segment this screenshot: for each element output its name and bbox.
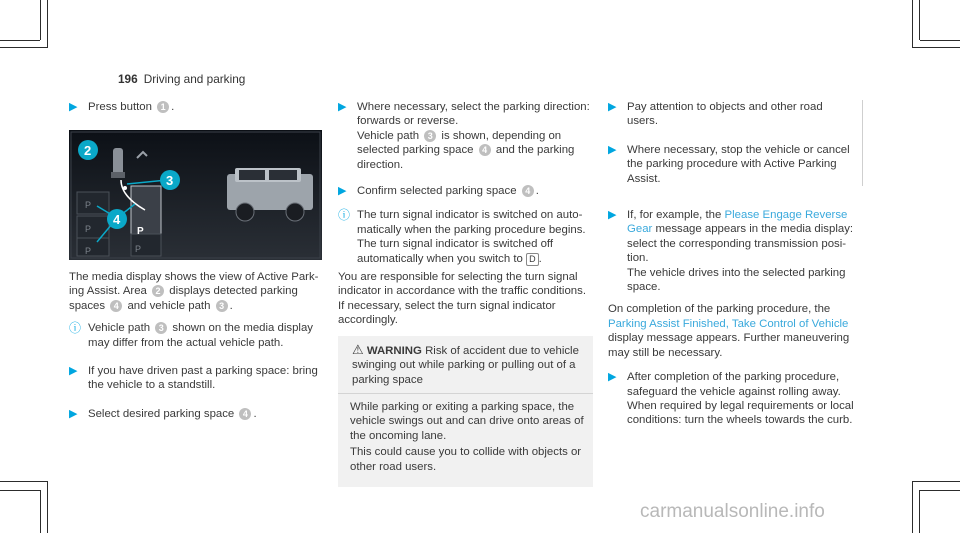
- step-arrow-icon: ▶: [338, 101, 347, 113]
- warning-box: ⚠ WARNING Risk of accident due to vehicle swinging out while parking or pulling out of a parking space While parking or exiting a parking space, the vehicle swings out and can drive onto areas of the oncoming lane. This could cause you to collide with objects or other road users.: [338, 336, 593, 487]
- continued-steps: [608, 100, 863, 186]
- step-arrow-icon: ▶: [69, 101, 78, 113]
- crop-mark: [912, 0, 913, 48]
- crop-mark: [0, 47, 48, 48]
- crop-mark: [0, 40, 40, 41]
- step-arrow-icon: ▶: [69, 365, 78, 378]
- crop-mark: [47, 0, 48, 48]
- display-message: Please Engage Reverse Gear: [627, 209, 848, 236]
- info-note: ⓘ Vehicle path 3 shown on the media display may differ from the actual vehicle path.: [69, 321, 313, 349]
- warning-icon: ⚠: [352, 341, 364, 357]
- crop-mark: [40, 490, 41, 533]
- page-header: [118, 72, 245, 86]
- crop-mark: [40, 0, 41, 40]
- info-icon: ⓘ: [338, 208, 351, 223]
- selected-slot-label: P: [137, 226, 144, 237]
- slot-label: P: [85, 224, 92, 234]
- svg-text:2: 2: [84, 143, 92, 158]
- callout-badge: 1: [157, 101, 169, 113]
- divider: [338, 393, 593, 394]
- drive-key-icon: D: [526, 253, 539, 266]
- step-parking-direction: ▶ Where necessary, select the parking direction: forwards or reverse. Vehicle path 3 is shown, depending on selected parking space 4 and the parking direction.: [338, 101, 590, 171]
- step-reverse-gear: ▶ If, for example, the Please Engage Reverse Gear message appears in the media display: select the corresponding transmission position. The vehicle drives into the selected parking space.: [608, 209, 854, 294]
- step-safeguard: ▶ After completion of the parking procedure, safeguard the vehicle against rolling away. When required by legal requirements or local conditions: turn the wheels towards the curb.: [608, 371, 854, 427]
- svg-text:4: 4: [113, 212, 121, 227]
- warning-title: WARNING: [366, 344, 422, 357]
- paragraph: The media display shows the view of Active Parking Assist. Area 2 displays detected parking spaces 4 and vehicle path 3 .: [69, 271, 319, 312]
- callout-badge: 3: [216, 300, 228, 312]
- slot-label: P: [85, 200, 92, 210]
- step-arrow-icon: ▶: [608, 371, 617, 384]
- page-number: 196: [118, 72, 138, 86]
- crop-mark: [912, 47, 960, 48]
- media-display-image: [69, 130, 322, 260]
- info-note: ⓘ The turn signal indicator is switched on automatically when the parking procedure begins. The turn signal indicator is switched off automatically when you switch to D .: [338, 208, 586, 265]
- step-select-space: ▶ Select desired parking space 4 .: [69, 407, 257, 420]
- step-arrow-icon: ▶: [608, 209, 617, 222]
- crop-mark: [912, 481, 960, 482]
- crop-mark: [919, 490, 920, 533]
- step-standstill: ▶ If you have driven past a parking space: bring the vehicle to a standstill.: [69, 365, 318, 392]
- callout-badge: 3: [155, 322, 167, 334]
- callout-badge: 3: [424, 130, 436, 142]
- column-1: [69, 100, 324, 122]
- display-message: Parking Assist Finished, Take Control of Vehicle: [608, 317, 849, 330]
- info-icon: ⓘ: [69, 321, 82, 336]
- callout-badge: 4: [522, 185, 534, 197]
- step-cancel: ▶ Where necessary, stop the vehicle or cancel the parking procedure with Active Parking Assist.: [608, 143, 850, 185]
- step-arrow-icon: ▶: [608, 101, 617, 113]
- crop-mark: [920, 40, 960, 41]
- callout-badge: 4: [239, 408, 251, 420]
- section-title: Driving and parking: [143, 72, 246, 86]
- column-2: [338, 100, 593, 487]
- crop-mark: [920, 490, 960, 491]
- step-arrow-icon: ▶: [69, 407, 78, 420]
- step-arrow-icon: ▶: [608, 143, 617, 156]
- watermark: carmanualsonline.info: [640, 501, 825, 522]
- crop-mark: [912, 481, 913, 533]
- step-attention: ▶ Pay attention to objects and other road users.: [608, 101, 823, 128]
- crop-mark: [0, 490, 40, 491]
- column-3: [608, 100, 863, 436]
- step-press-button: ▶ Press button 1 .: [69, 101, 175, 113]
- paragraph: You are responsible for selecting the turn signal indicator in accordance with the traffic conditions. If necessary, select the turn signal indicator accordingly.: [338, 271, 586, 327]
- crop-mark: [47, 481, 48, 533]
- callout-badge: 2: [152, 285, 164, 297]
- step-confirm-space: ▶ Confirm selected parking space 4 .: [338, 185, 539, 198]
- column-1-text: [69, 270, 324, 429]
- parking-assist-illustration: [69, 130, 322, 260]
- callout-badge: 4: [479, 144, 491, 156]
- svg-text:3: 3: [166, 173, 174, 188]
- callout-badge: 4: [110, 300, 122, 312]
- slot-label: P: [85, 246, 92, 256]
- step-arrow-icon: ▶: [338, 185, 347, 198]
- paragraph: On completion of the parking procedure, the Parking Assist Finished, Take Control of Vehicle display message appears. Further maneuvering may still be necessary.: [608, 303, 850, 359]
- slot-label: P: [135, 244, 142, 254]
- crop-mark: [919, 0, 920, 40]
- crop-mark: [0, 481, 48, 482]
